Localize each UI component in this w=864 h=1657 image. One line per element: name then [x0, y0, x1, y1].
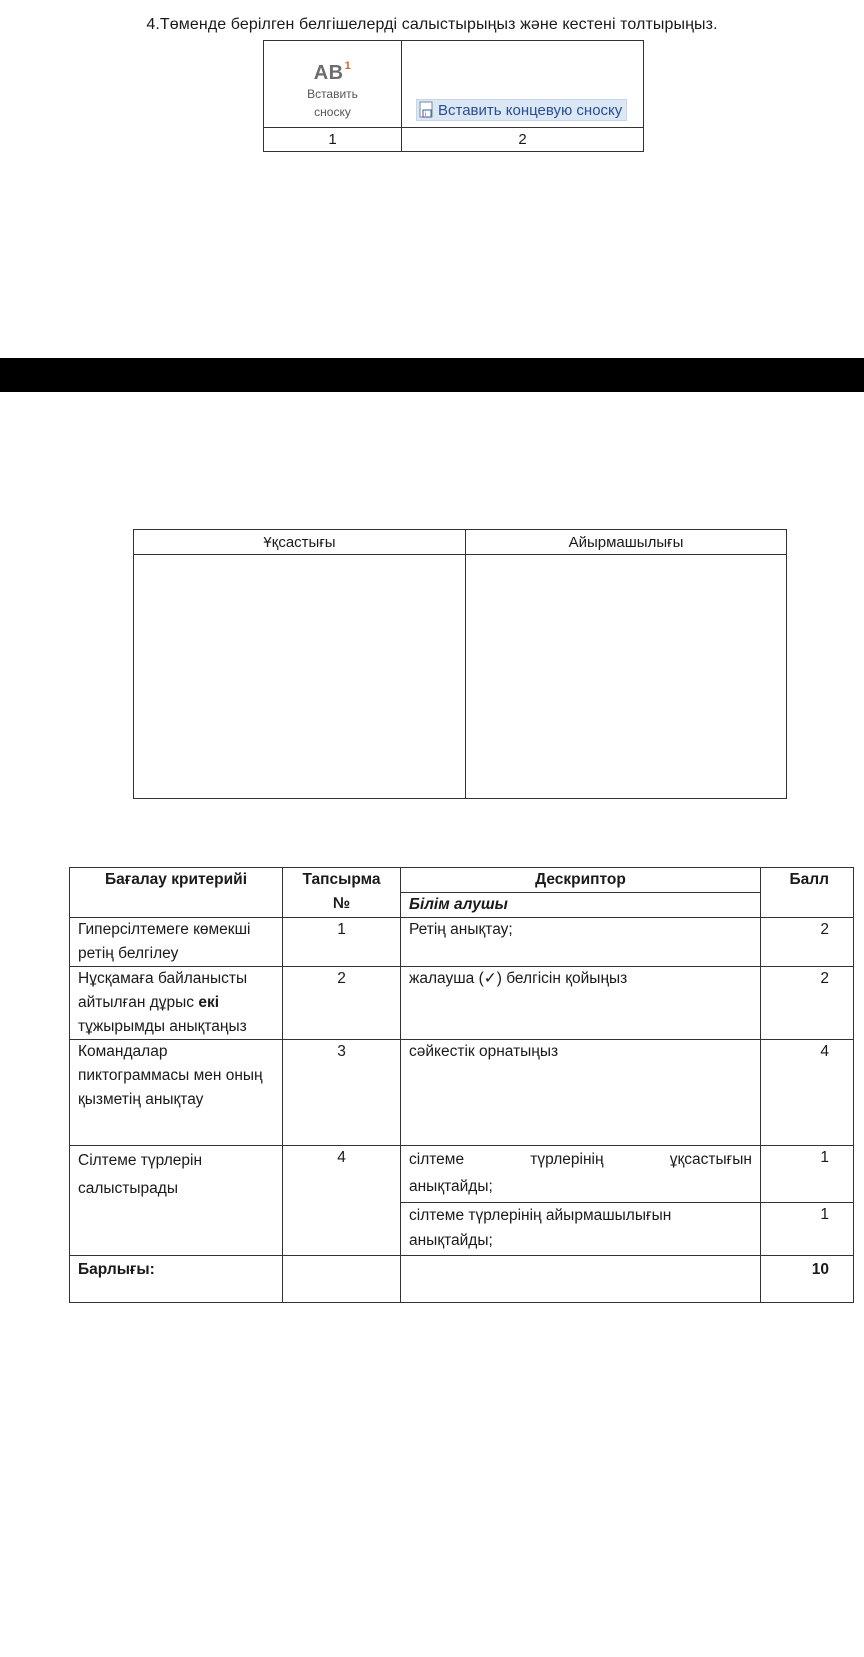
header-task: Тапсырма №: [283, 868, 401, 918]
descriptor-cell: сілтеме түрлерінің ұқсастығын анықтайды;: [401, 1146, 761, 1203]
score-cell: 1: [761, 1203, 854, 1256]
header-descriptor: Дескриптор: [401, 868, 761, 893]
table-row: [70, 1040, 854, 1146]
total-row: [70, 1256, 854, 1303]
criteria-cell: Командалар пиктограммасы мен оның қызметің анықтау: [70, 1040, 283, 1146]
score-cell: 2: [761, 967, 854, 1040]
criteria-cell: Нұсқамаға байланысты айтылған дұрыс екі тұжырымды анықтаңыз: [70, 967, 283, 1040]
col-similarity-header: Ұқсастығы: [134, 530, 466, 555]
endnote-icon-cell: [402, 41, 644, 128]
header-score: Балл: [761, 868, 854, 918]
task-number-cell: 2: [283, 967, 401, 1040]
score-cell: 1: [761, 1146, 854, 1203]
score-cell: 4: [761, 1040, 854, 1146]
task-number-cell: 4: [283, 1146, 401, 1256]
assessment-table: [69, 867, 854, 1303]
task-number-cell: 3: [283, 1040, 401, 1146]
descriptor-cell: Ретің анықтау;: [401, 918, 761, 967]
total-task-cell: [283, 1256, 401, 1303]
criteria-cell: Сілтеме түрлерін салыстырады: [70, 1146, 283, 1256]
endnote-document-icon: [419, 101, 435, 119]
icon-number-1: 1: [264, 128, 402, 152]
descriptor-cell: сілтеме түрлерінің айырмашылығын анықтайды;: [401, 1203, 761, 1256]
difference-cell[interactable]: [466, 555, 787, 799]
similarity-difference-table: [133, 529, 787, 799]
table-row: [70, 918, 854, 967]
total-descriptor-cell: [401, 1256, 761, 1303]
footnote-caption: Вставить сноску: [307, 87, 358, 119]
footnote-icon: $AB^1$: [313, 60, 352, 84]
task-heading: 4.Төменде берілген белгішелерді салыстырыңыз және кестені толтырыңыз.: [146, 16, 718, 33]
header-learner: Білім алушы: [401, 893, 761, 918]
header-criteria: Бағалау критерийі: [70, 868, 283, 918]
icon-number-2: 2: [402, 128, 644, 152]
checkmark-icon: ✓: [483, 970, 497, 987]
black-divider-band: [0, 358, 864, 392]
insert-endnote-button: i Вставить концевую сноску: [416, 99, 627, 121]
similarity-cell[interactable]: [134, 555, 466, 799]
criteria-cell: Гиперсілтемеге көмекші ретің белгілеу: [70, 918, 283, 967]
footnote-icon-cell: [264, 41, 402, 128]
icon-comparison-table: [263, 40, 644, 152]
col-difference-header: Айырмашылығы: [466, 530, 787, 555]
svg-text:i: i: [425, 112, 427, 118]
table-row: [70, 1146, 854, 1203]
descriptor-cell: сәйкестік орнатыңыз: [401, 1040, 761, 1146]
descriptor-cell: жалауша (✓) белгісін қойыңыз: [401, 967, 761, 1040]
total-label: Барлығы:: [70, 1256, 283, 1303]
task-number-cell: 1: [283, 918, 401, 967]
score-cell: 2: [761, 918, 854, 967]
total-score: 10: [761, 1256, 854, 1303]
table-row: [70, 967, 854, 1040]
